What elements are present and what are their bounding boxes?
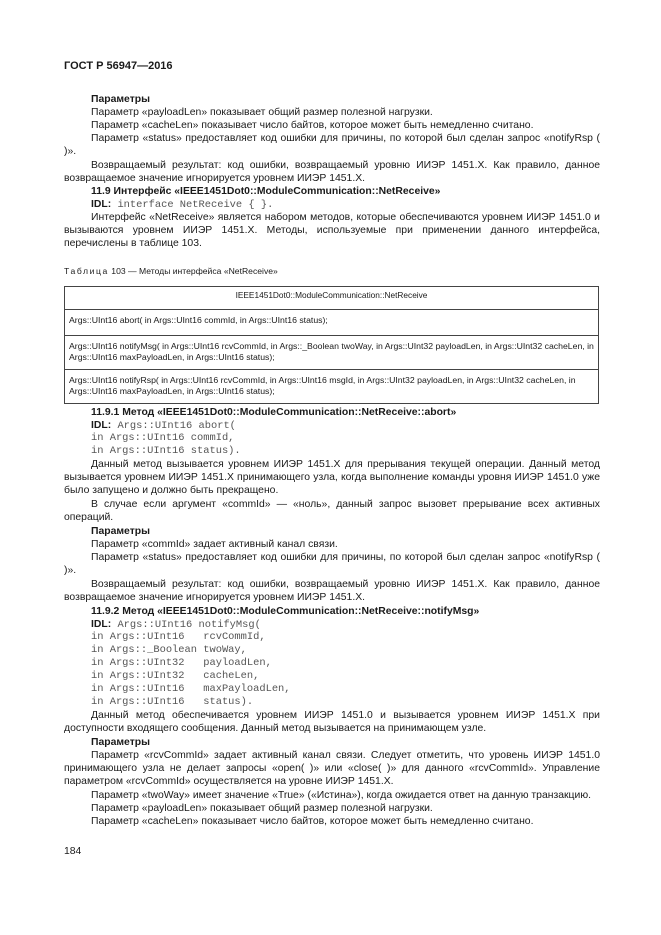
- section-heading-11-9-1: 11.9.1 Метод «IEEE1451Dot0::ModuleCommunication::NetReceive::abort»: [91, 407, 457, 418]
- param-twoway: Параметр «twoWay» имеет значение «True» («Истина»), когда ожидается ответ на данную транзакцию.: [91, 790, 591, 801]
- idl-code-line: in Args::UInt32 payloadLen,: [91, 657, 272, 669]
- idl-interface: [64, 198, 600, 212]
- idl-code: Args::UInt16 notifyMsg(: [111, 619, 261, 631]
- param-commid: Параметр «commId» задает активный канал связи.: [91, 539, 338, 550]
- idl-code-line: in Args::UInt16 rcvCommId,: [91, 631, 266, 643]
- idl-code-line: in Args::UInt16 status).: [91, 445, 241, 457]
- idl-label: IDL:: [91, 420, 112, 431]
- params-heading: Параметры: [91, 737, 151, 748]
- idl-code: Args::UInt16 abort(: [111, 420, 236, 432]
- interface-intro: Интерфейс «NetReceive» является набором методов, которые обеспечиваются уровнем ИИЭР 1451.0 и вызываются уровнем ИИЭР 1451.Х. Методы, используемые при применении данного интерфейса, перечислены в таблице 103.: [64, 212, 600, 250]
- idl-code-line: in Args::_Boolean twoWay,: [91, 644, 247, 656]
- params-heading: Параметры: [91, 94, 151, 105]
- param-rcvcommid: Параметр «rcvCommId» задает активный канал связи. Следует отметить, что уровень ИИЭР 1451.0 принимающего узла не делает запросы «open( )» или «close( )» для данного «rcvCommId». Управление параметром «rcvCommId» осуществляется на уровне ИИЭР 1451.Х.: [64, 750, 600, 788]
- table-caption: [64, 265, 278, 278]
- methods-table: [64, 286, 599, 404]
- table-row: Args::UInt16 notifyRsp( in Args::UInt16 rcvCommId, in Args::UInt16 msgId, in Args::UInt32 payloadLen, in Args::UInt32 cacheLen, in Args::UInt16 maxPayloadLen, in Args::UInt16 status);: [65, 370, 599, 404]
- idl-code-line: in Args::UInt16 status).: [91, 696, 254, 708]
- table-caption-label: Таблица: [64, 266, 109, 276]
- idl-code-line: in Args::UInt16 commId,: [91, 432, 235, 444]
- param-cachelen: Параметр «cacheLen» показывает число байтов, которое может быть немедленно считано.: [91, 120, 534, 131]
- params-heading: Параметры: [91, 526, 151, 537]
- page-number: 184: [64, 846, 82, 857]
- abort-description: Данный метод вызывается уровнем ИИЭР 1451.Х для прерывания текущей операции. Данный метод вызывается уровнем ИИЭР 1451.Х принимающего узла, когда выполнение команды уровня ИИЭР 1451.0 уже было запущено и должно быть прекращено.: [64, 459, 600, 497]
- idl-label: IDL:: [91, 619, 112, 630]
- table-header: IEEE1451Dot0::ModuleCommunication::NetReceive: [65, 287, 599, 310]
- idl-code-line: in Args::UInt32 cacheLen,: [91, 670, 260, 682]
- param-cachelen: Параметр «cacheLen» показывает число байтов, которое может быть немедленно считано.: [91, 816, 534, 827]
- abort-commid-note: В случае если аргумент «commId» — «ноль», данный запрос вызовет прерывание всех активных операций.: [64, 499, 600, 524]
- return-value: Возвращаемый результат: код ошибки, возвращаемый уровню ИИЭР 1451.Х. Как правило, данное возвращаемое значение игнорируется уровнем ИИЭР 1451.Х.: [64, 579, 600, 604]
- return-value: Возвращаемый результат: код ошибки, возвращаемый уровню ИИЭР 1451.Х. Как правило, данное возвращаемое значение игнорируется уровнем ИИЭР 1451.Х.: [64, 160, 600, 185]
- idl-code: interface NetReceive { }.: [111, 199, 274, 211]
- param-status: Параметр «status» предоставляет код ошибки для причины, по которой был сделан запрос «notifyRsp ( )».: [64, 552, 600, 577]
- notifymsg-description: Данный метод обеспечивается уровнем ИИЭР 1451.0 и вызывается уровнем ИИЭР 1451.Х при доступности входящего сообщения. Данный метод вызывается на принимающем узле.: [64, 710, 600, 735]
- idl-label: IDL:: [91, 199, 112, 210]
- param-payloadlen: Параметр «payloadLen» показывает общий размер полезной нагрузки.: [91, 803, 433, 814]
- idl-notifymsg: [64, 618, 600, 632]
- param-status: Параметр «status» предоставляет код ошибки для причины, по которой был сделан запрос «notifyRsp ( )».: [64, 133, 600, 158]
- idl-abort: [64, 419, 600, 433]
- table-caption-text: 103 — Методы интерфейса «NetReceive»: [108, 266, 278, 276]
- document-header: ГОСТ Р 56947—2016: [64, 60, 173, 72]
- section-heading-11-9-2: 11.9.2 Метод «IEEE1451Dot0::ModuleCommunication::NetReceive::notifyMsg»: [91, 606, 480, 617]
- table-row: Args::UInt16 notifyMsg( in Args::UInt16 rcvCommId, in Args::_Boolean twoWay, in Args::UInt32 payloadLen, in Args::UInt32 cacheLen, in Args::UInt16 maxPayloadLen, in Args::UInt16 status);: [65, 336, 599, 370]
- param-payloadlen: Параметр «payloadLen» показывает общий размер полезной нагрузки.: [91, 107, 433, 118]
- section-heading-11-9: 11.9 Интерфейс «IEEE1451Dot0::ModuleCommunication::NetReceive»: [91, 186, 441, 197]
- idl-code-line: in Args::UInt16 maxPayloadLen,: [91, 683, 291, 695]
- table-row: Args::UInt16 abort( in Args::UInt16 commId, in Args::UInt16 status);: [65, 310, 599, 336]
